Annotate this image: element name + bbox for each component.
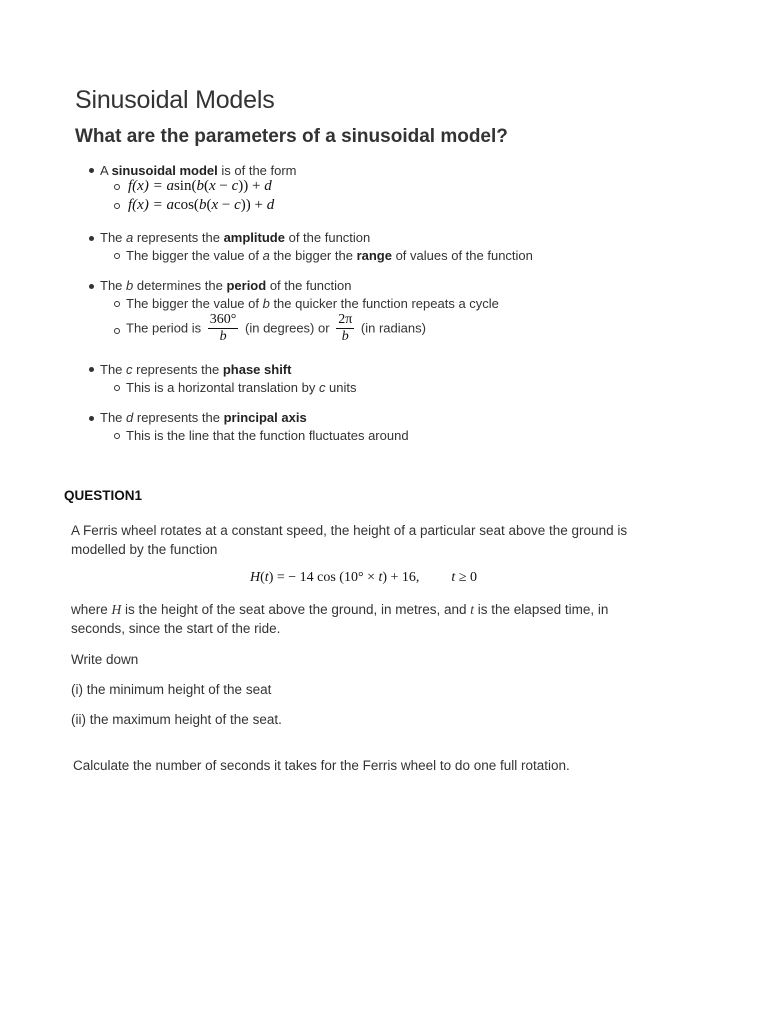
height-formula: H(t) = − 14 cos (10° × t) + 16, t ≥ 0 — [250, 570, 477, 585]
term-principal-axis: principal axis — [223, 410, 307, 425]
bullet-principal-axis: The d represents the principal axis — [100, 410, 307, 425]
bullet-phase-shift: The c represents the phase shift — [100, 362, 292, 377]
bullet-dot — [89, 416, 94, 421]
sub-bullet-ring — [114, 385, 120, 391]
page-subtitle: What are the parameters of a sinusoidal model? — [75, 126, 508, 147]
sub-bullet-translation: This is a horizontal translation by c units — [126, 380, 357, 395]
page-title: Sinusoidal Models — [75, 86, 275, 114]
formula-cos: f(x) = acos(b(x − c)) + d — [128, 197, 275, 213]
sub-bullet-range: The bigger the value of a the bigger the range of values of the function — [126, 248, 533, 263]
where-line1: where H is the height of the seat above the ground, in metres, and t is the elapsed time, in — [71, 602, 609, 617]
sub-bullet-ring — [114, 301, 120, 307]
calculate-question: Calculate the number of seconds it takes for the Ferris wheel to do one full rotation. — [73, 758, 570, 773]
term-range: range — [356, 248, 392, 263]
term-sinusoidal-model: sinusoidal model — [111, 163, 218, 178]
sub-bullet-fluctuates: This is the line that the function fluctuates around — [126, 428, 409, 443]
sub-bullet-ring — [114, 203, 120, 209]
fraction-radians: $\frac{2\pi}{b}$ — [338, 312, 353, 344]
question-intro-line2: modelled by the function — [71, 542, 218, 557]
bullet-dot — [89, 367, 94, 372]
term-phase-shift: phase shift — [222, 362, 292, 377]
sub-bullet-ring — [114, 328, 120, 334]
write-down-label: Write down — [71, 652, 139, 667]
bullet-sinusoidal-model: A sinusoidal model is of the form — [100, 163, 297, 178]
question-intro-line1: A Ferris wheel rotates at a constant speed, the height of a particular seat above the ground is — [71, 523, 628, 538]
question-heading: QUESTION1 — [64, 488, 143, 503]
sub-bullet-ring — [114, 253, 120, 259]
sub-bullet-ring — [114, 184, 120, 190]
term-amplitude: amplitude — [223, 230, 285, 245]
bullet-period: The b determines the period of the function — [100, 278, 352, 293]
bullet-dot — [89, 284, 94, 289]
sub-bullet-period-formula: The period is $\frac{360^\circ}{b}$ (in degrees) or $\frac{2\pi}{b}$ (in radians) — [126, 312, 426, 344]
fraction-degrees: $\frac{360^\circ}{b}$ — [209, 312, 237, 344]
bullet-dot — [89, 168, 94, 173]
where-line2: seconds, since the start of the ride. — [71, 621, 281, 636]
term-period: period — [226, 278, 267, 293]
sub-bullet-cycle: The bigger the value of b the quicker the function repeats a cycle — [126, 296, 499, 311]
part-i: (i) the minimum height of the seat — [71, 682, 272, 697]
bullet-dot — [89, 236, 94, 241]
formula-sin: f(x) = asin(b(x − c)) + d — [128, 178, 272, 194]
bullet-amplitude: The a represents the amplitude of the function — [100, 230, 371, 245]
sub-bullet-ring — [114, 433, 120, 439]
part-ii: (ii) the maximum height of the seat. — [71, 712, 282, 727]
